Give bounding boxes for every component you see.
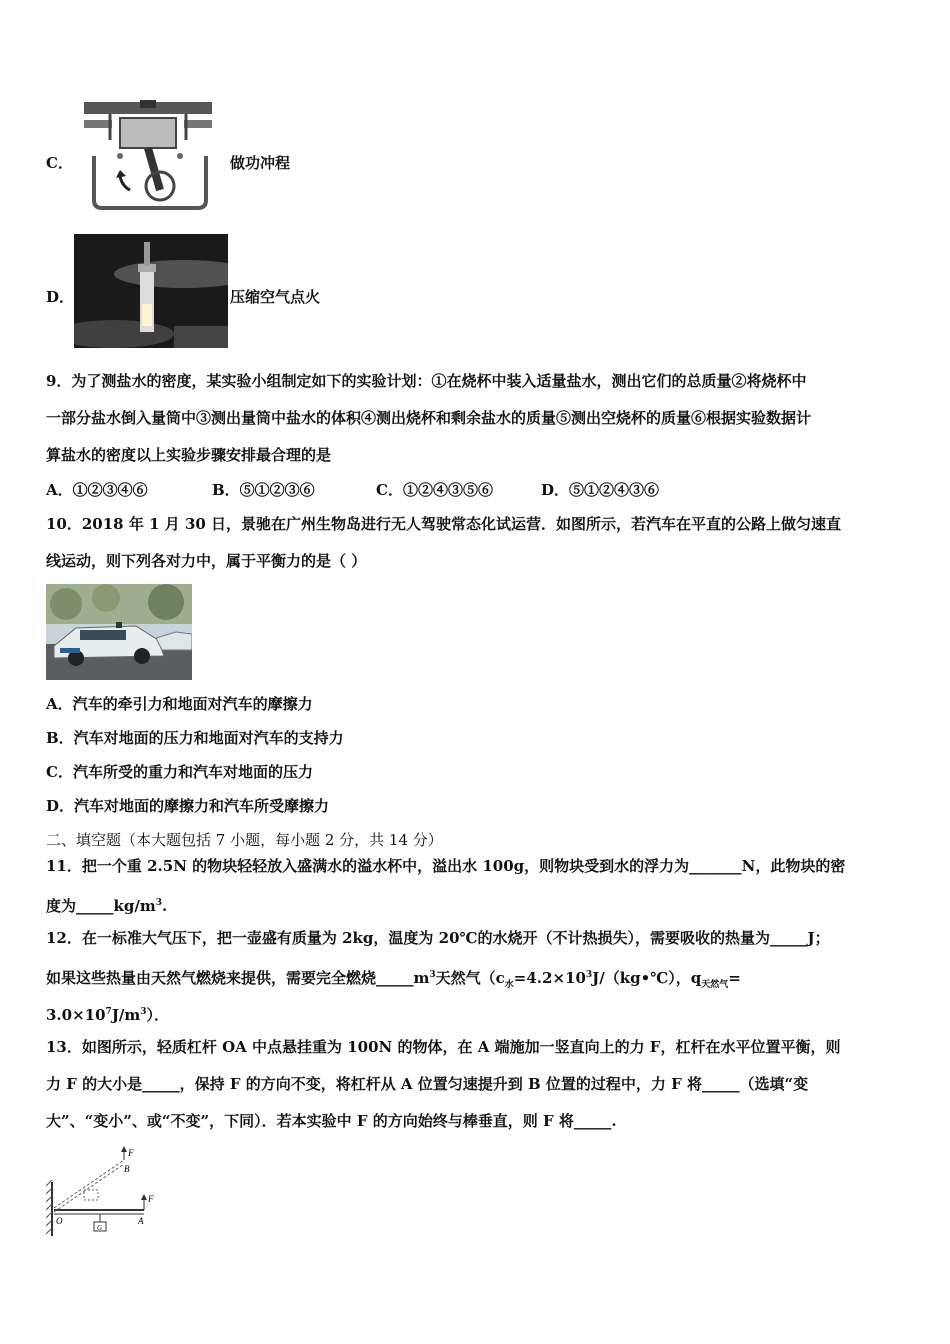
q12-line3-sup: 7 (105, 1007, 112, 1017)
q13-text-line3: 大”、“变小”、或“不变”，下同）．若本实验中 F 的方向始终与棒垂直，则 F 将_____. (46, 1112, 617, 1130)
q9-option-d: D．⑤①②④③⑥ (541, 481, 660, 499)
q11-line2-part-b: . (162, 897, 168, 915)
q8-option-d-letter: D． (46, 288, 75, 306)
q11-text-line2 (46, 893, 167, 916)
q9-option-b: B．⑤①②③⑥ (212, 481, 315, 499)
q11-line2-sup: 3 (155, 898, 162, 908)
q8-option-c-caption: 做功冲程 (230, 154, 291, 172)
q13-text-line1: 13．如图所示，轻质杠杆 OA 中点悬挂重为 100N 的物体，在 A 端施加一竖直向上的力 F，杠杆在水平位置平衡，则 (46, 1038, 841, 1056)
q8-option-d-caption: 压缩空气点火 (230, 288, 321, 306)
label-f-right: F (148, 1194, 154, 1204)
q12-line2-e: = (728, 969, 741, 987)
q9-option-c: C．①②④③⑤⑥ (376, 481, 493, 499)
q12-text-line1: 12．在一标准大气压下，把一壶盛有质量为 2kg，温度为 20℃的水烧开（不计热损失），需要吸收的热量为_____J； (46, 929, 830, 947)
q12-text-line3 (46, 1002, 169, 1025)
autonomous-car-photo (46, 584, 192, 680)
q12-line3-a: 3.0×10 (46, 1006, 106, 1024)
q12-line2-c: =4.2×10 (513, 969, 586, 987)
label-g: G (97, 1224, 103, 1232)
q12-line2-d: J/（kg•℃），q (592, 969, 702, 987)
q10-option-b: B．汽车对地面的压力和地面对汽车的支持力 (46, 729, 344, 747)
q12-line2-a: 如果这些热量由天然气燃烧来提供，需要完全燃烧_____m (46, 969, 430, 987)
q12-line2-sub: 水 (504, 980, 514, 990)
q11-text-line1: 11．把一个重 2.5N 的物块轻轻放入盛满水的溢水杯中，溢出水 100g，则物块受到水的浮力为_______N，此物块的密 (46, 857, 846, 875)
label-o: O (56, 1216, 63, 1226)
q9-text-line2: 一部分盐水倒入量筒中③测出量筒中盐水的体积④测出烧杯和剩余盐水的质量⑤测出空烧杯的质量⑥根据实验数据计 (46, 409, 812, 427)
q12-line3-c: ）． (146, 1006, 170, 1024)
label-b: B (124, 1164, 130, 1174)
q12-line2-sub2: 天然气 (701, 980, 729, 990)
q9-text-line3: 算盐水的密度以上实验步骤安排最合理的是 (46, 446, 332, 464)
q9-text-line1: 9．为了测盐水的密度，某实验小组制定如下的实验计划：①在烧杯中装入适量盐水，测出它们的总质量②将烧杯中 (46, 372, 807, 390)
label-a: A (138, 1216, 144, 1226)
q12-line2-sup: 3 (429, 970, 436, 980)
q11-line2-part-a: 度为_____kg/m (46, 897, 156, 915)
q12-line2-b: 天然气（c (435, 969, 505, 987)
q12-text-line2 (46, 965, 741, 995)
q10-option-d: D．汽车对地面的摩擦力和汽车所受摩擦力 (46, 797, 330, 815)
q10-text-line1: 10．2018 年 1 月 30 日，景驰在广州生物岛进行无人驾驶常态化试运营．如图所示，若汽车在平直的公路上做匀速直 (46, 515, 842, 533)
q12-line2-sup2: 3 (585, 970, 593, 980)
q10-option-c: C．汽车所受的重力和汽车对地面的压力 (46, 763, 313, 781)
q13-text-line2: 力 F 的大小是_____，保持 F 的方向不变，将杠杆从 A 位置匀速提升到 B 位置的过程中，力 F 将_____（选填“变 (46, 1075, 809, 1093)
q10-text-line2: 线运动，则下列各对力中，属于平衡力的是（ ） (46, 552, 367, 570)
q10-option-a: A．汽车的牵引力和地面对汽车的摩擦力 (46, 695, 313, 713)
lever-diagram (44, 1146, 164, 1242)
compressed-air-ignition-photo (74, 234, 228, 348)
section-fill-in-heading: 二、填空题（本大题包括 7 小题，每小题 2 分，共 14 分） (46, 831, 443, 849)
q8-option-c-letter: C． (46, 154, 73, 172)
engine-power-stroke-diagram (80, 100, 220, 212)
label-f-top: F (128, 1148, 134, 1158)
q12-line3-b: J/m (111, 1006, 141, 1024)
q12-line3-sup2: 3 (140, 1007, 147, 1017)
q9-option-a: A．①②③④⑥ (46, 481, 148, 499)
